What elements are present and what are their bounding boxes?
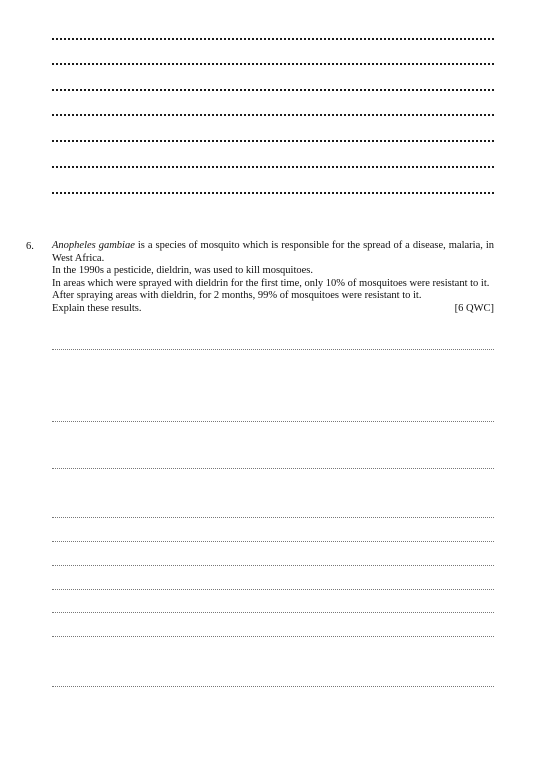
answer-line[interactable]	[52, 349, 494, 350]
instruction-text: Explain these results.	[52, 302, 142, 314]
answer-line[interactable]	[52, 589, 494, 590]
question-line-1	[52, 240, 494, 265]
question-number: 6.	[26, 241, 34, 252]
question-line-3: In areas which were sprayed with dieldrin for the first time, only 10% of mosquitoes were resistant to it.	[52, 277, 490, 289]
answer-line[interactable]	[52, 541, 494, 542]
answer-line[interactable]	[52, 636, 494, 637]
question-line-2: In the 1990s a pesticide, dieldrin, was used to kill mosquitoes.	[52, 265, 314, 276]
prev-answer-line[interactable]	[52, 38, 494, 40]
answer-line[interactable]	[52, 468, 494, 469]
species-name: Anopheles gambiae	[52, 240, 135, 251]
question-6	[0, 240, 540, 340]
prev-answer-line[interactable]	[52, 140, 494, 142]
prev-answer-line[interactable]	[52, 89, 494, 91]
answer-line[interactable]	[52, 517, 494, 518]
prev-answer-line[interactable]	[52, 114, 494, 116]
prev-answer-line[interactable]	[52, 192, 494, 194]
question-body	[52, 240, 494, 315]
answer-line[interactable]	[52, 421, 494, 422]
question-line-1-rest: is a species of mosquito which is responsible for the spread of a disease, malaria, in West Africa.	[52, 240, 495, 264]
prev-answer-line[interactable]	[52, 166, 494, 168]
question-line-4: After spraying areas with dieldrin, for 2 months, 99% of mosquitoes were resistant to it.	[52, 290, 422, 301]
answer-line[interactable]	[52, 565, 494, 566]
prev-answer-line[interactable]	[52, 63, 494, 65]
answer-line[interactable]	[52, 686, 494, 687]
answer-line[interactable]	[52, 612, 494, 613]
instruction-row	[52, 303, 494, 316]
marks-label: [6 QWC]	[454, 302, 494, 314]
